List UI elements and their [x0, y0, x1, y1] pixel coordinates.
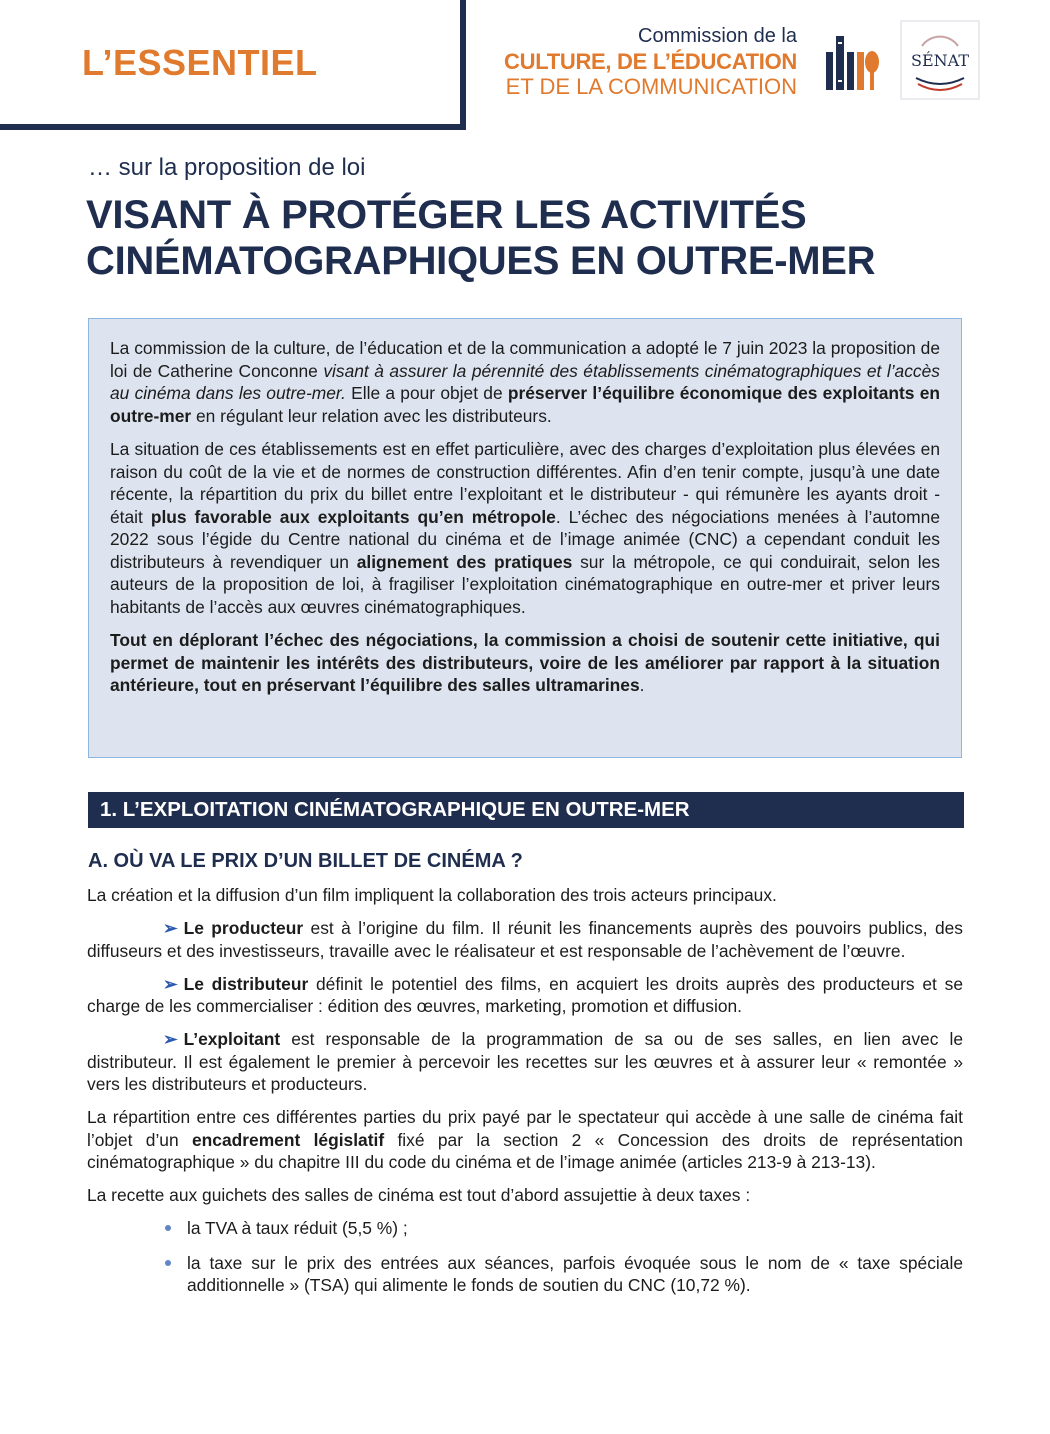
text-span: fixé par la section 2 « Concession des droits de représentation cinématographique » du chapitre III du code du cinéma et de l’image animée (articles 213-9 à 213-13).: [87, 1129, 963, 1172]
text-span: La commission de la culture, de l’éducation et de la communication a adopté le 7 juin 2023 la proposition de loi de Catherine Conconne: [110, 338, 940, 381]
title-line1: VISANT À PROTÉGER LES ACTIVITÉS: [86, 193, 807, 237]
page-title: [86, 192, 986, 284]
law-title-italic: visant à assurer la pérennité des établissements cinématographiques et l’accès au cinéma dans les outre-mer.: [110, 360, 940, 403]
text-span: . L’échec des négociations menées à l’automne 2022 sous l’égide du Centre national du cinéma et de l’image animée (CNC) a cependant conduit les distributeurs à revendiquer un: [110, 506, 940, 572]
body-paragraph: [87, 1106, 963, 1174]
arrow-bullet-icon: ➢: [163, 1029, 178, 1049]
text-span: .: [639, 675, 645, 695]
subsection-title: A. OÙ VA LE PRIX D’UN BILLET DE CINÉMA ?: [88, 850, 523, 872]
text-span: Elle a pour objet de: [345, 383, 508, 403]
summary-paragraph: [110, 337, 940, 427]
body-text: [87, 884, 963, 1309]
list-item: la taxe sur le prix des entrées aux séances, parfois évoquée sous le nom de « taxe spéciale additionnelle » (TSA) qui alimente le fonds de soutien du CNC (10,72 %).: [187, 1252, 963, 1295]
bullet-label: Le producteur: [183, 918, 304, 938]
bullet-label: L’exploitant: [183, 1029, 281, 1049]
commission-books-logo-icon: [822, 30, 882, 96]
text-span: La situation de ces établissements est en effet particulière, avec des charges d’exploitation plus élevées en raison du coût de la vie et de normes de construction différentes. Afin d’en tenir compte, jusqu’à une date récente, la répartition du prix du billet entre l’exploitant et le distributeur - qui rémunère les ayants droit - était: [110, 439, 940, 527]
bold-emphasis: plus favorable aux exploitants qu’en métropole: [150, 506, 556, 527]
bold-emphasis: encadrement législatif: [192, 1129, 385, 1150]
essentiel-label: L’ESSENTIEL: [82, 42, 318, 83]
text-span: La répartition entre ces différentes parties du prix payé par le spectateur qui accède à une salle de cinéma fait l’objet d’un: [87, 1107, 963, 1150]
summary-paragraph: [110, 438, 940, 618]
commission-name: [504, 24, 797, 99]
arrow-bullet-item: [87, 973, 963, 1018]
senat-logo-icon: [900, 20, 980, 100]
taxes-list: [187, 1217, 963, 1297]
text-span: est responsable de la programmation de sa ou de ses salles, en lien avec le distributeur. Il est également le premier à percevoir les recettes sur les œuvres et à assurer leur « remontée » vers les distributeurs et producteurs.: [87, 1029, 963, 1094]
bold-emphasis: alignement des pratiques: [356, 551, 573, 572]
commission-line3: ET DE LA COMMUNICATION: [505, 74, 797, 99]
page-header: [0, 0, 1050, 130]
section-heading-bar: [88, 792, 964, 828]
body-paragraph: La création et la diffusion d’un film impliquent la collaboration des trois acteurs principaux.: [87, 885, 777, 905]
section-title: 1. L’EXPLOITATION CINÉMATOGRAPHIQUE EN OUTRE-MER: [100, 798, 690, 821]
body-paragraph: La recette aux guichets des salles de cinéma est tout d’abord assujettie à deux taxes :: [87, 1185, 751, 1205]
arrow-bullet-item: [87, 917, 963, 962]
text-span: en régulant leur relation avec les distributeurs.: [191, 405, 552, 426]
summary-paragraph: [110, 629, 940, 697]
text-span: sur la métropole, ce qui conduirait, selon les auteurs de la proposition de loi, à fragiliser l’exploitation cinématographique en outre-mer et priver leurs habitants de l’accès aux œuvres cinématographiques.: [110, 551, 940, 617]
bullet-label: Le distributeur: [183, 973, 309, 994]
bold-conclusion: Tout en déplorant l’échec des négociations, la commission a choisi de soutenir cette initiative, qui permet de maintenir les intérêts des distributeurs, voire de les améliorer par rapport à la situation antérieure, tout en préservant l’équilibre des salles ultramarines: [110, 630, 940, 695]
text-span: définit le potentiel des films, en acquiert les droits auprès des producteurs et se charge de les commercialiser : édition des œuvres, marketing, promotion et diffusion.: [87, 973, 963, 1016]
list-item: la TVA à taux réduit (5,5 %) ;: [187, 1217, 963, 1240]
text-span: est à l’origine du film. Il réunit les financements auprès des pouvoirs publics, des diffuseurs et des investisseurs, travaille avec le réalisateur et est responsable de l’achèvement de l’œuvre.: [87, 918, 963, 961]
title-line2: CINÉMATOGRAPHIQUES EN OUTRE-MER: [86, 239, 876, 283]
bold-emphasis: préserver l’équilibre économique des exploitants en outre-mer: [110, 383, 940, 426]
page-subtitle: … sur la proposition de loi: [88, 154, 366, 181]
summary-box: [88, 318, 962, 758]
commission-line1: Commission de la: [638, 25, 797, 47]
commission-line2: CULTURE, DE L’ÉDUCATION: [504, 49, 797, 74]
arrow-bullet-item: [87, 1028, 963, 1096]
senat-logo-text: SÉNAT: [911, 51, 969, 70]
arrow-bullet-icon: ➢: [163, 918, 178, 938]
essentiel-box: [0, 0, 466, 130]
arrow-bullet-icon: ➢: [163, 973, 178, 994]
